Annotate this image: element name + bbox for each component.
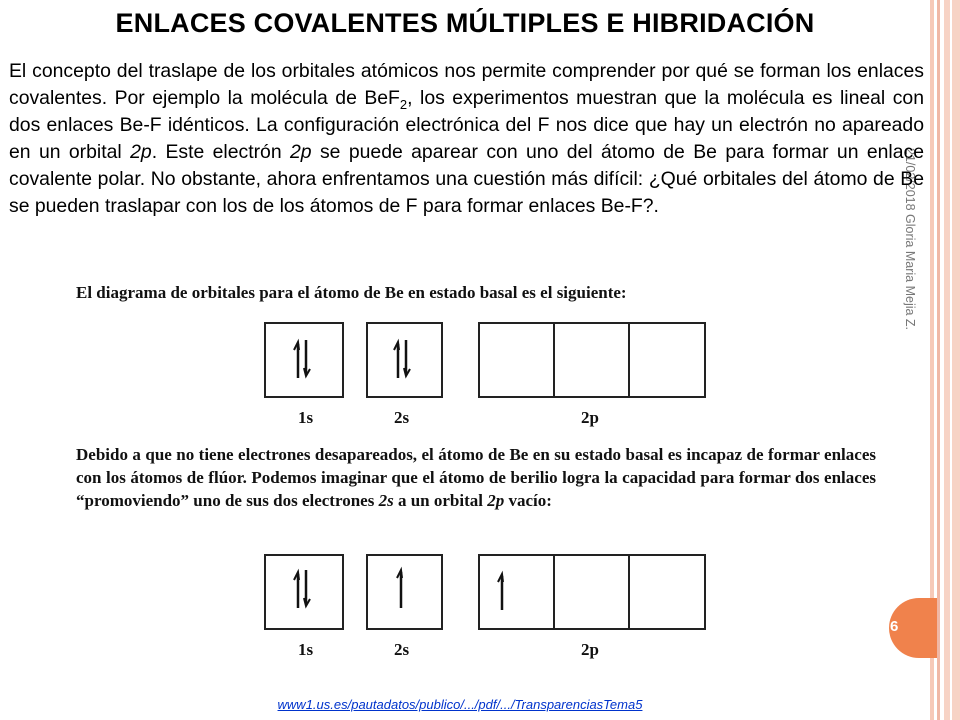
orbital-box-2p [553,554,630,630]
orbital-label: 1s [298,640,314,659]
date-author-note: 21/02/2018 Gloria Maria Mejia Z. [903,148,917,331]
orbital-box-2p [628,322,706,398]
paragraph-text: vacío: [504,491,552,510]
paragraph-text: se puede aparear con uno del átomo de Be para formar un enlace covalente polar. No obstante, ahora enfrentamos una cuestión más difícil: ¿Qué orbitales del átomo de Be se pueden traslapar con los de los átomos de F para formar enlaces Be-F?. [9,141,925,217]
paragraph-text: . Este electrón [151,141,291,163]
single-electron-icon [480,556,553,628]
paragraph-text: a un orbital [393,491,488,510]
body-paragraph [9,58,924,220]
orbital-label: 2s [394,640,410,659]
image-paragraph [76,443,876,512]
single-electron-icon [368,556,441,628]
image-caption: El diagrama de orbitales para el átomo de Be en estado basal es el siguiente: [76,283,627,302]
orbital-term: 2s [378,491,394,510]
subscript: 2 [399,96,408,112]
paired-electrons-icon [266,324,342,396]
decor-bar [950,0,952,720]
paragraph-text: , los experimentos muestran que la molécula es lineal con dos enlaces Be-F idénticos. La configuración electrónica del F nos dice que hay un electrón no apareado en un orbital [9,87,924,163]
paired-electrons-icon [266,556,342,628]
orbital-box-2s [366,322,443,398]
orbital-term: 2p [290,141,312,163]
source-link[interactable]: www1.us.es/pautadatos/publico/.../pdf/.../TransparenciasTema5 [277,697,643,712]
paired-electrons-icon [368,324,441,396]
orbital-label: 2p [581,640,599,659]
orbital-box-1s [264,322,344,398]
orbital-box-2p [628,554,706,630]
orbital-label: 2s [394,408,410,427]
page-number: 6 [890,618,899,635]
paragraph-text: El concepto del traslape de los orbitales atómicos nos permite comprender por qué se forman los enlaces covalentes. Por ejemplo la molécula de BeF [9,60,924,109]
orbital-term: 2p [130,141,152,163]
slide-title: ENLACES COVALENTES MÚLTIPLES E HIBRIDACIÓN [115,8,815,38]
orbital-box-2p [553,322,630,398]
orbital-term: 2p [487,491,505,510]
orbital-label: 2p [581,408,599,427]
orbital-box-2p [478,322,555,398]
orbital-label: 1s [298,408,314,427]
paragraph-text: Debido a que no tiene electrones desapareados, el átomo de Be en su estado basal es incapaz de formar enlaces con los átomos de flúor. Podemos imaginar que el átomo de berilio logra la capacidad para formar dos enlaces “promoviendo” uno de sus dos electrones [76,445,876,510]
orbital-box-2s [366,554,443,630]
decor-bar [944,0,960,720]
decor-bar [937,0,940,720]
orbital-box-1s [264,554,344,630]
orbital-box-2p [478,554,555,630]
